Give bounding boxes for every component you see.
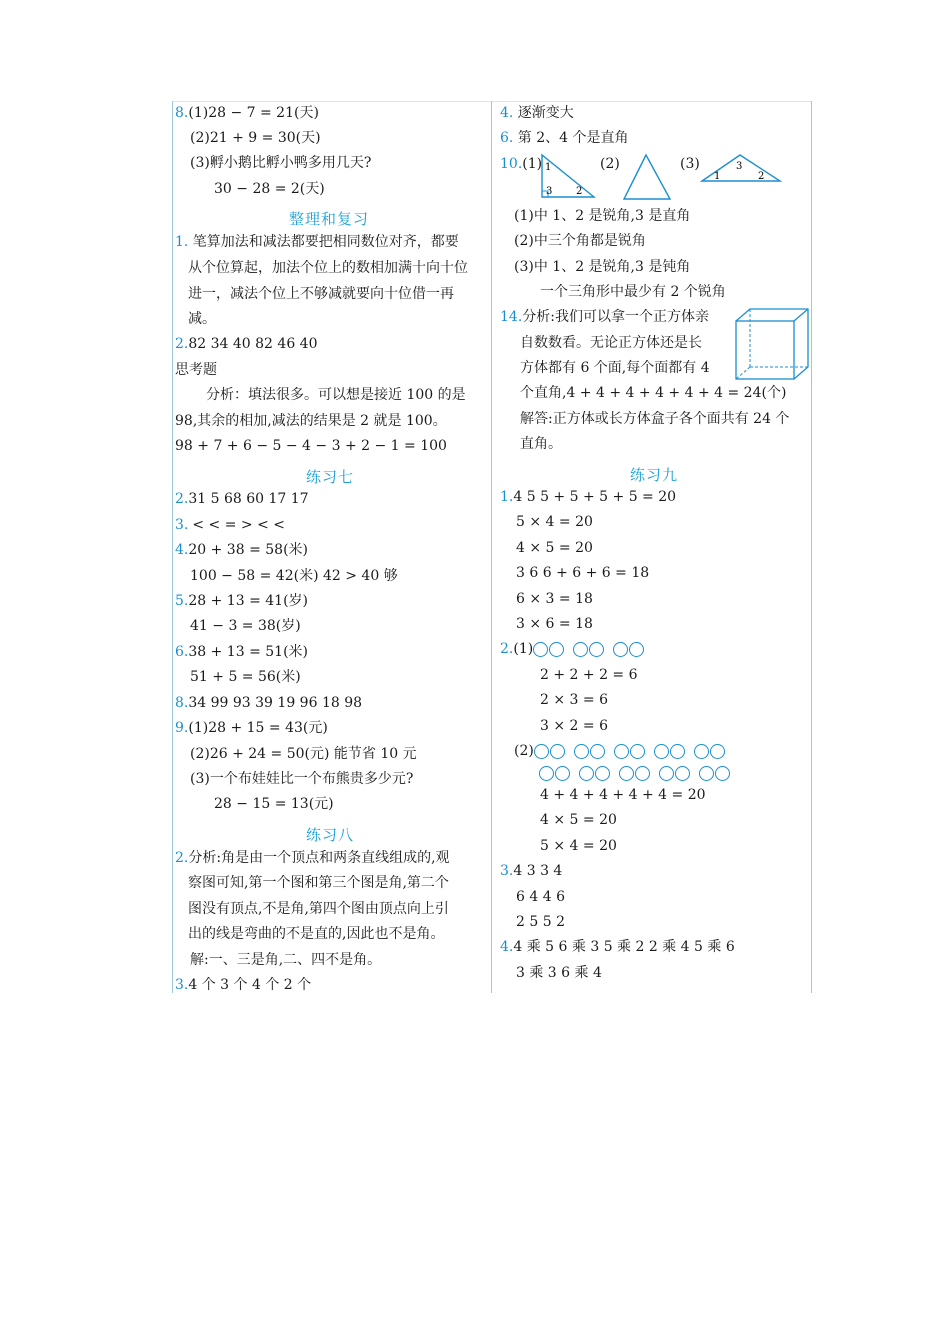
- r-q14-line5: 解答:正方体或长方体盒子各个面共有 24 个: [520, 411, 790, 427]
- r-q10-s1: (1)中 1、2 是锐角,3 是直角: [514, 208, 691, 224]
- ex7-q5-line1: [175, 591, 308, 611]
- angle-label: 3: [546, 186, 553, 197]
- item-number: 4.: [175, 542, 189, 558]
- section-heading-review: 整理和复习: [289, 210, 370, 228]
- ex9-q2-line2: 2 + 2 + 2 = 6: [540, 667, 638, 683]
- ex9-q1-line5: 6 × 3 = 18: [516, 591, 593, 607]
- text: 分析:角是由一个顶点和两条直线组成的,观: [188, 850, 450, 866]
- r-q14-line2: 自数数看。无论正方体还是长: [520, 335, 702, 351]
- review-q2: [175, 334, 318, 354]
- review-q1-line4: 减。: [188, 311, 216, 327]
- ex7-q9-line2: (2)26 + 24 = 50(元) 能节省 10 元: [190, 746, 417, 762]
- item-number: 2.: [175, 491, 189, 507]
- ex8-q2-line3: 图没有顶点,不是角,第四个图由顶点向上引: [188, 901, 449, 917]
- item-number: 6.: [175, 644, 189, 660]
- text: 笔算加法和减法都要把相同数位对齐，都要: [188, 234, 459, 250]
- ex9-q1-line4: 3 6 6 + 6 + 6 = 18: [516, 565, 650, 581]
- item-number: 2.: [175, 850, 189, 866]
- ex7-q9-line1: [175, 718, 328, 738]
- section-heading-exercise7: 练习七: [306, 468, 355, 486]
- ex9-q1-line6: 3 × 6 = 18: [516, 616, 593, 632]
- r-q14-line1: [500, 307, 709, 327]
- text: 82 34 40 82 46 40: [188, 336, 318, 352]
- text: 31 5 68 60 17 17: [188, 491, 309, 507]
- ex8-q2-line2: 察图可知,第一个图和第三个图是角,第二个: [188, 875, 449, 891]
- section-heading-exercise9: 练习九: [630, 466, 679, 484]
- ex9-q1-line3: 4 × 5 = 20: [516, 540, 593, 556]
- item-number: 8.: [175, 695, 189, 711]
- q8-line1: [175, 103, 319, 123]
- ex8-q2-line4: 出的线是弯曲的不是直的,因此也不是角。: [188, 926, 445, 942]
- ex7-q9-line4: 28 − 15 = 13(元): [214, 796, 334, 812]
- text: 4 个 3 个 4 个 2 个: [188, 977, 312, 993]
- r-q10-s4: 一个三角形中最少有 2 个锐角: [540, 284, 726, 300]
- text: (1): [522, 156, 543, 172]
- review-q1-line1: [175, 232, 459, 252]
- text: 38 + 13 = 51(米): [188, 644, 308, 660]
- ex8-q3: [175, 975, 311, 995]
- item-number: 1.: [175, 234, 189, 250]
- section-heading-exercise8: 练习八: [306, 826, 355, 844]
- analysis-line1: 分析：填法很多。可以想是接近 100 的是: [206, 387, 466, 403]
- r-q14-line3: 方体都有 6 个面,每个面都有 4: [520, 360, 710, 376]
- ex7-q2: [175, 489, 309, 509]
- r-q14-line6: 直角。: [520, 436, 562, 452]
- ex9-q3-line2: 6 4 4 6: [516, 889, 565, 905]
- ex7-q4-line2: 100 − 58 = 42(米) 42 > 40 够: [190, 568, 398, 584]
- item-number: 3.: [175, 977, 189, 993]
- item-number: 1.: [500, 489, 514, 505]
- acute-triangle-figure: [620, 153, 676, 203]
- text: < < = > < <: [192, 517, 285, 533]
- item-number: 8.: [175, 105, 189, 121]
- text: 逐渐变大: [513, 105, 574, 121]
- r-q4: [500, 103, 574, 123]
- ex9-q2-part1: [500, 639, 645, 659]
- text: 4 3 3 4: [513, 863, 563, 879]
- ex9-q2-line3: 2 × 3 = 6: [540, 692, 608, 708]
- item-number: 2.: [500, 641, 514, 657]
- analysis-line2: 98,其余的相加,减法的结果是 2 就是 100。: [175, 413, 447, 429]
- text: 分析:我们可以拿一个正方体亲: [522, 309, 709, 325]
- angle-label: 1: [545, 162, 552, 173]
- text: 第 2、4 个是直角: [513, 130, 629, 146]
- ex7-q6-line2: 51 + 5 = 56(米): [190, 669, 301, 685]
- ex8-q2-line1: [175, 848, 450, 868]
- ex9-q3-line1: [500, 861, 562, 881]
- circle-groups-3x2: [533, 639, 645, 659]
- text: (1)28 + 15 = 43(元): [188, 720, 328, 736]
- ex9-q4-line1: [500, 937, 735, 957]
- answer-page: [172, 101, 812, 993]
- text: 28 + 13 = 41(岁): [188, 593, 308, 609]
- item-number: 5.: [175, 593, 189, 609]
- review-q1-line2: 从个位算起，加法个位上的数相加满十向十位: [188, 260, 468, 276]
- q8-line4: 30 − 28 = 2(天): [214, 181, 325, 197]
- angle-label: 2: [576, 186, 583, 197]
- ex9-q2-part2: [514, 741, 726, 761]
- ex9-q2-line6: 4 + 4 + 4 + 4 + 4 = 20: [540, 787, 706, 803]
- ex7-q3: [175, 515, 285, 535]
- angle-label: 1: [714, 171, 721, 182]
- ex9-q2-line7: 4 × 5 = 20: [540, 812, 617, 828]
- item-number: 3.: [175, 517, 189, 533]
- item-number: 2.: [175, 336, 189, 352]
- item-number: 3.: [500, 863, 514, 879]
- item-number: 4.: [500, 939, 514, 955]
- analysis-equation: 98 + 7 + 6 − 5 − 4 − 3 + 2 − 1 = 100: [175, 438, 447, 454]
- text: 4 5 5 + 5 + 5 + 5 = 20: [513, 489, 677, 505]
- text: (1)28 − 7 = 21(天): [188, 105, 319, 121]
- ex9-q2-line8: 5 × 4 = 20: [540, 838, 617, 854]
- text: (1): [513, 641, 534, 657]
- ex9-q1-line1: [500, 487, 676, 507]
- angle-label: 3: [736, 161, 743, 172]
- right-triangle-figure: [538, 153, 598, 201]
- r-q14-line4: 个直角,4 + 4 + 4 + 4 + 4 + 4 = 24(个): [520, 385, 787, 401]
- q8-line3: (3)孵小鹅比孵小鸭多用几天?: [190, 155, 372, 171]
- q8-line2: (2)21 + 9 = 30(天): [190, 130, 321, 146]
- ex7-q6-line1: [175, 642, 308, 662]
- ex9-q1-line2: 5 × 4 = 20: [516, 514, 593, 530]
- angle-label: 2: [758, 171, 765, 182]
- thinking-question-label: 思考题: [175, 362, 217, 378]
- circle-groups-row1: [534, 741, 726, 761]
- ex7-q4-line1: [175, 540, 308, 560]
- text: 34 99 93 39 19 96 18 98: [188, 695, 363, 711]
- item-number: 6.: [500, 130, 514, 146]
- text: 4 乘 5 6 乘 3 5 乘 2 2 乘 4 5 乘 6: [513, 939, 735, 955]
- text: 20 + 38 = 58(米): [188, 542, 308, 558]
- ex7-q8: [175, 693, 362, 713]
- r-q10-label3: (3): [680, 156, 700, 172]
- ex8-q2-solution: 解:一、三是角,二、四不是角。: [190, 952, 382, 968]
- item-number: 9.: [175, 720, 189, 736]
- r-q10-s2: (2)中三个角都是锐角: [514, 233, 646, 249]
- circle-groups-row2: [539, 763, 731, 783]
- item-number: 10.: [500, 156, 523, 172]
- ex9-q2-line4: 3 × 2 = 6: [540, 718, 608, 734]
- cube-figure: [734, 307, 810, 383]
- r-q10-s3: (3)中 1、2 是锐角,3 是钝角: [514, 259, 691, 275]
- text: (2): [514, 743, 534, 759]
- r-q10-labels: [500, 154, 542, 174]
- r-q6: [500, 128, 629, 148]
- review-q1-line3: 进一，减法个位上不够减就要向十位借一再: [188, 286, 454, 302]
- r-q10-label2: (2): [600, 156, 620, 172]
- ex9-q3-line3: 2 5 5 2: [516, 914, 565, 930]
- item-number: 4.: [500, 105, 514, 121]
- item-number: 14.: [500, 309, 523, 325]
- ex7-q9-line3: (3)一个布娃娃比一个布熊贵多少元?: [190, 771, 414, 787]
- obtuse-triangle-figure: [700, 153, 784, 185]
- ex7-q5-line2: 41 − 3 = 38(岁): [190, 618, 301, 634]
- ex9-q4-line2: 3 乘 3 6 乘 4: [516, 965, 602, 981]
